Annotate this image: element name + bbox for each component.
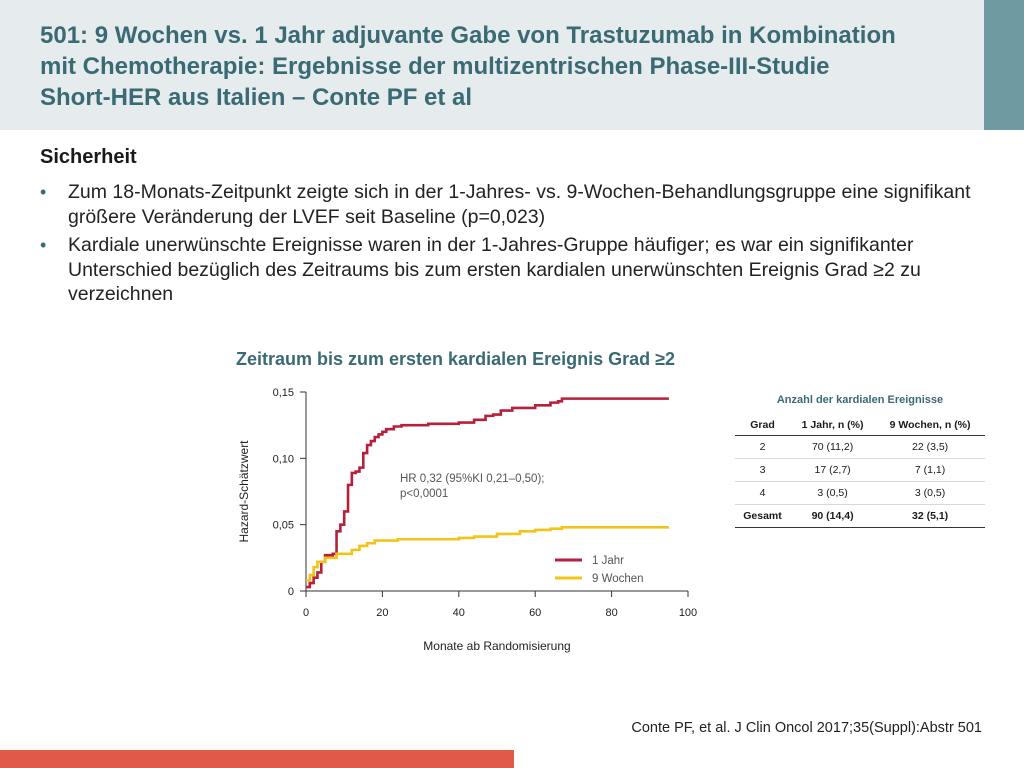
events-table xyxy=(735,415,985,528)
hr-annotation-line: HR 0,32 (95%KI 0,21–0,50); xyxy=(400,473,545,485)
x-tick-label: 100 xyxy=(678,607,698,619)
bullet-list xyxy=(40,180,990,311)
title-line-2: mit Chemotherapie: Ergebnisse der multizentrischen Phase-III-Studie xyxy=(40,53,830,80)
table-total-row xyxy=(735,505,985,528)
footer-bar xyxy=(0,750,514,768)
p-value-annotation: p<0,0001 xyxy=(400,488,449,500)
table-cell: 3 (0,5) xyxy=(875,482,985,505)
table-cell: 4 xyxy=(735,482,790,505)
page-title xyxy=(40,20,970,113)
table-row xyxy=(735,482,985,505)
bullet-item xyxy=(40,180,990,229)
table-cell: 3 (0,5) xyxy=(790,482,875,505)
table-title: Anzahl der kardialen Ereignisse xyxy=(776,394,944,406)
table-cell: 2 xyxy=(735,436,790,459)
title-line-1: 501: 9 Wochen vs. 1 Jahr adjuvante Gabe von Trastuzumab in Kombination xyxy=(40,22,896,49)
title-line-3: Short-HER aus Italien – Conte PF et al xyxy=(40,84,473,111)
chart-title: Zeitraum bis zum ersten kardialen Ereignis Grad ≥2 xyxy=(236,349,676,369)
x-axis-label: Monate ab Randomisierung xyxy=(423,639,571,653)
table-cell: 22 (3,5) xyxy=(875,436,985,459)
section-title: Sicherheit xyxy=(40,146,137,168)
bullet-text: Kardiale unerwünschte Ereignisse waren in der 1-Jahres-Gruppe häufiger; es war ein signifikanter Unterschied bezüglich des Zeitraums bis zum ersten kardialen unerwünschten Ereignis Grad ≥2 zu verzeichnen xyxy=(68,234,921,305)
citation: Conte PF, et al. J Clin Oncol 2017;35(Suppl):Abstr 501 xyxy=(631,720,982,736)
y-tick-label: 0,10 xyxy=(272,453,294,466)
table-cell: 3 xyxy=(735,459,790,482)
y-tick-label: 0,05 xyxy=(272,519,294,532)
table-header-cell: Grad xyxy=(735,415,790,436)
table-cell: 90 (14,4) xyxy=(790,505,875,528)
x-tick-label: 60 xyxy=(529,607,542,619)
legend-label: 1 Jahr xyxy=(592,555,624,567)
table-header-cell: 1 Jahr, n (%) xyxy=(790,415,875,436)
table-cell: 17 (2,7) xyxy=(790,459,875,482)
legend-label: 9 Wochen xyxy=(592,573,644,585)
y-tick-label: 0,15 xyxy=(272,387,294,399)
table-row xyxy=(735,459,985,482)
x-tick-label: 40 xyxy=(452,607,465,619)
y-tick-label: 0 xyxy=(287,586,294,598)
bullet-dot-icon: • xyxy=(40,235,47,255)
x-tick-label: 80 xyxy=(605,607,618,619)
bullet-dot-icon: • xyxy=(40,182,47,202)
hazard-chart xyxy=(230,378,710,660)
table-header-cell: 9 Wochen, n (%) xyxy=(875,415,985,436)
table-header-row xyxy=(735,415,985,436)
x-tick-label: 20 xyxy=(376,607,389,619)
bullet-text: Zum 18-Monats-Zeitpunkt zeigte sich in der 1-Jahres- vs. 9-Wochen-Behandlungsgruppe eine signifikant größere Veränderung der LVEF seit Baseline (p=0,023) xyxy=(68,181,971,228)
table-cell: Gesamt xyxy=(735,505,790,528)
table-cell: 32 (5,1) xyxy=(875,505,985,528)
header-accent-block xyxy=(984,0,1024,130)
table-cell: 70 (11,2) xyxy=(790,436,875,459)
bullet-item xyxy=(40,233,990,307)
y-axis-label: Hazard-Schätzwert xyxy=(237,440,251,543)
table-row xyxy=(735,436,985,459)
x-tick-label: 0 xyxy=(302,607,310,619)
table-cell: 7 (1,1) xyxy=(875,459,985,482)
